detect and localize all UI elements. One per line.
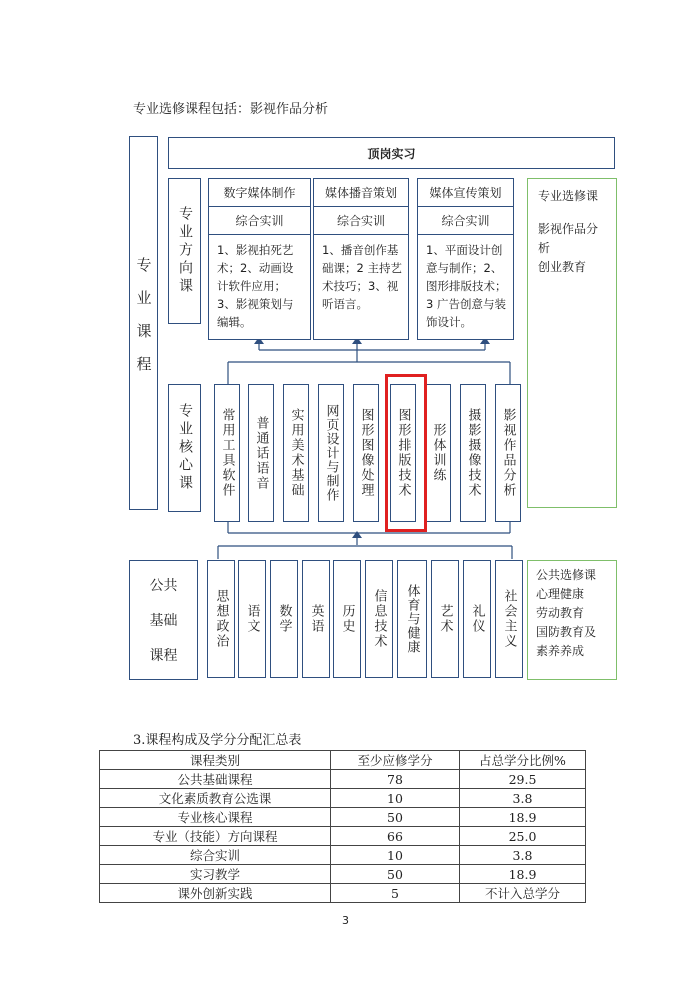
public-course-text: 语文 <box>244 604 260 634</box>
table-cell: 10 <box>331 846 460 865</box>
direction-desc: 1、播音创作基础课；2 主持艺术技巧；3、视听语言。 <box>322 243 402 311</box>
table-cell: 10 <box>331 789 460 808</box>
public-elective-item: 心理健康 <box>536 587 585 601</box>
public-course <box>207 560 235 678</box>
direction-courses-label <box>168 178 201 324</box>
public-course <box>495 560 523 678</box>
public-elective-item: 素养养成 <box>536 644 585 658</box>
core-course-text: 摄影摄像技术 <box>465 408 481 498</box>
table-cell: 综合实训 <box>100 846 331 865</box>
table-header-row <box>100 751 586 770</box>
table-cell: 66 <box>331 827 460 846</box>
direction-desc: 1、影视拍死艺术；2、动画设计软件应用；3、影视策划与编辑。 <box>217 243 294 329</box>
public-courses-label <box>129 560 198 680</box>
professional-courses-label <box>129 136 158 510</box>
table-title: 3.课程构成及学分分配汇总表 <box>133 733 302 748</box>
public-course <box>302 560 330 678</box>
table-cell: 3.8 <box>460 846 586 865</box>
public-course-text: 社会主义 <box>501 589 517 649</box>
table-header: 课程类别 <box>100 751 331 770</box>
public-label-line: 公共 <box>149 577 178 594</box>
core-course <box>248 384 274 522</box>
professional-elective-box <box>527 178 617 508</box>
highlight-frame <box>385 374 427 532</box>
public-elective-box <box>527 560 617 680</box>
table-cell: 18.9 <box>460 808 586 827</box>
direction-practice: 综合实训 <box>209 207 310 235</box>
public-elective-item: 公共选修课 <box>536 568 597 582</box>
core-course-text: 普通话语音 <box>253 415 269 491</box>
direction-practice: 综合实训 <box>418 207 513 235</box>
public-elective-item: 劳动教育 <box>536 606 585 620</box>
direction-box-publicity <box>417 178 514 340</box>
table-cell: 专业核心课程 <box>100 808 331 827</box>
public-course-text: 体育与健康 <box>404 584 420 654</box>
table-cell: 78 <box>331 770 460 789</box>
table-cell: 3.8 <box>460 789 586 808</box>
internship-banner <box>168 137 615 169</box>
public-course <box>238 560 266 678</box>
table-cell: 实习教学 <box>100 865 331 884</box>
public-label-line: 基础 <box>149 612 178 629</box>
table-row <box>100 789 586 808</box>
table-cell: 专业（技能）方向课程 <box>100 827 331 846</box>
core-course <box>214 384 240 522</box>
direction-practice: 综合实训 <box>314 207 408 235</box>
public-course-text: 英语 <box>308 604 324 634</box>
direction-title: 媒体宣传策划 <box>418 179 513 207</box>
core-course-text: 图形排版技术 <box>395 408 411 498</box>
direction-title: 媒体播音策划 <box>314 179 408 207</box>
core-course <box>318 384 344 522</box>
table-cell: 18.9 <box>460 865 586 884</box>
table-row <box>100 846 586 865</box>
intro-text: 专业选修课程包括：影视作品分析 <box>133 102 329 117</box>
table-cell: 5 <box>331 884 460 903</box>
table-cell: 课外创新实践 <box>100 884 331 903</box>
direction-desc: 1、平面设计创意与制作；2、图形排版技术；3 广告创意与装饰设计。 <box>426 243 507 329</box>
public-elective-item: 国防教育及 <box>536 625 597 639</box>
table-row <box>100 827 586 846</box>
core-course-text: 图形图像处理 <box>358 408 374 498</box>
credit-summary-table <box>99 750 586 903</box>
public-course <box>463 560 491 678</box>
public-course-text: 信息技术 <box>371 589 387 649</box>
table-cell: 50 <box>331 808 460 827</box>
public-course-text: 艺术 <box>437 604 453 634</box>
public-course <box>365 560 393 678</box>
table-row <box>100 770 586 789</box>
table-row <box>100 884 586 903</box>
table-cell: 50 <box>331 865 460 884</box>
table-row <box>100 865 586 884</box>
page-number: 3 <box>342 914 349 927</box>
table-cell: 文化素质教育公选课 <box>100 789 331 808</box>
public-course <box>431 560 459 678</box>
core-course-text: 网页设计与制作 <box>323 404 339 502</box>
core-course <box>425 384 451 522</box>
public-course <box>397 560 427 678</box>
internship-text: 顶岗实习 <box>367 146 416 161</box>
direction-box-broadcast <box>313 178 409 340</box>
public-course-text: 历史 <box>339 604 355 634</box>
core-course-text: 形体训练 <box>430 423 446 483</box>
table-header: 至少应修学分 <box>331 751 460 770</box>
core-courses-text: 专业核心课 <box>177 403 193 493</box>
professional-courses-text: 专业课程 <box>134 257 153 389</box>
public-course <box>270 560 298 678</box>
core-course-text: 影视作品分析 <box>500 408 516 498</box>
elective-title: 专业选修课 <box>538 189 599 203</box>
core-course-text: 实用美术基础 <box>288 408 304 498</box>
core-course-text: 常用工具软件 <box>219 408 235 498</box>
table-cell: 25.0 <box>460 827 586 846</box>
elective-item: 影视作品分析 <box>538 222 599 255</box>
table-row <box>100 808 586 827</box>
elective-item: 创业教育 <box>538 260 587 274</box>
table-header: 占总学分比例% <box>460 751 586 770</box>
direction-title: 数字媒体制作 <box>209 179 310 207</box>
public-course <box>333 560 361 678</box>
core-courses-label <box>168 384 201 512</box>
table-cell: 不计入总学分 <box>460 884 586 903</box>
public-course-text: 思想政治 <box>213 589 229 649</box>
core-course <box>283 384 309 522</box>
table-cell: 29.5 <box>460 770 586 789</box>
public-course-text: 礼仪 <box>469 604 485 634</box>
public-label-line: 课程 <box>149 648 178 665</box>
direction-box-digital-media <box>208 178 311 340</box>
table-cell: 公共基础课程 <box>100 770 331 789</box>
public-course-text: 数学 <box>276 604 292 634</box>
core-course <box>353 384 379 522</box>
core-course <box>495 384 521 522</box>
core-course <box>460 384 486 522</box>
direction-courses-text: 专业方向课 <box>177 206 193 296</box>
